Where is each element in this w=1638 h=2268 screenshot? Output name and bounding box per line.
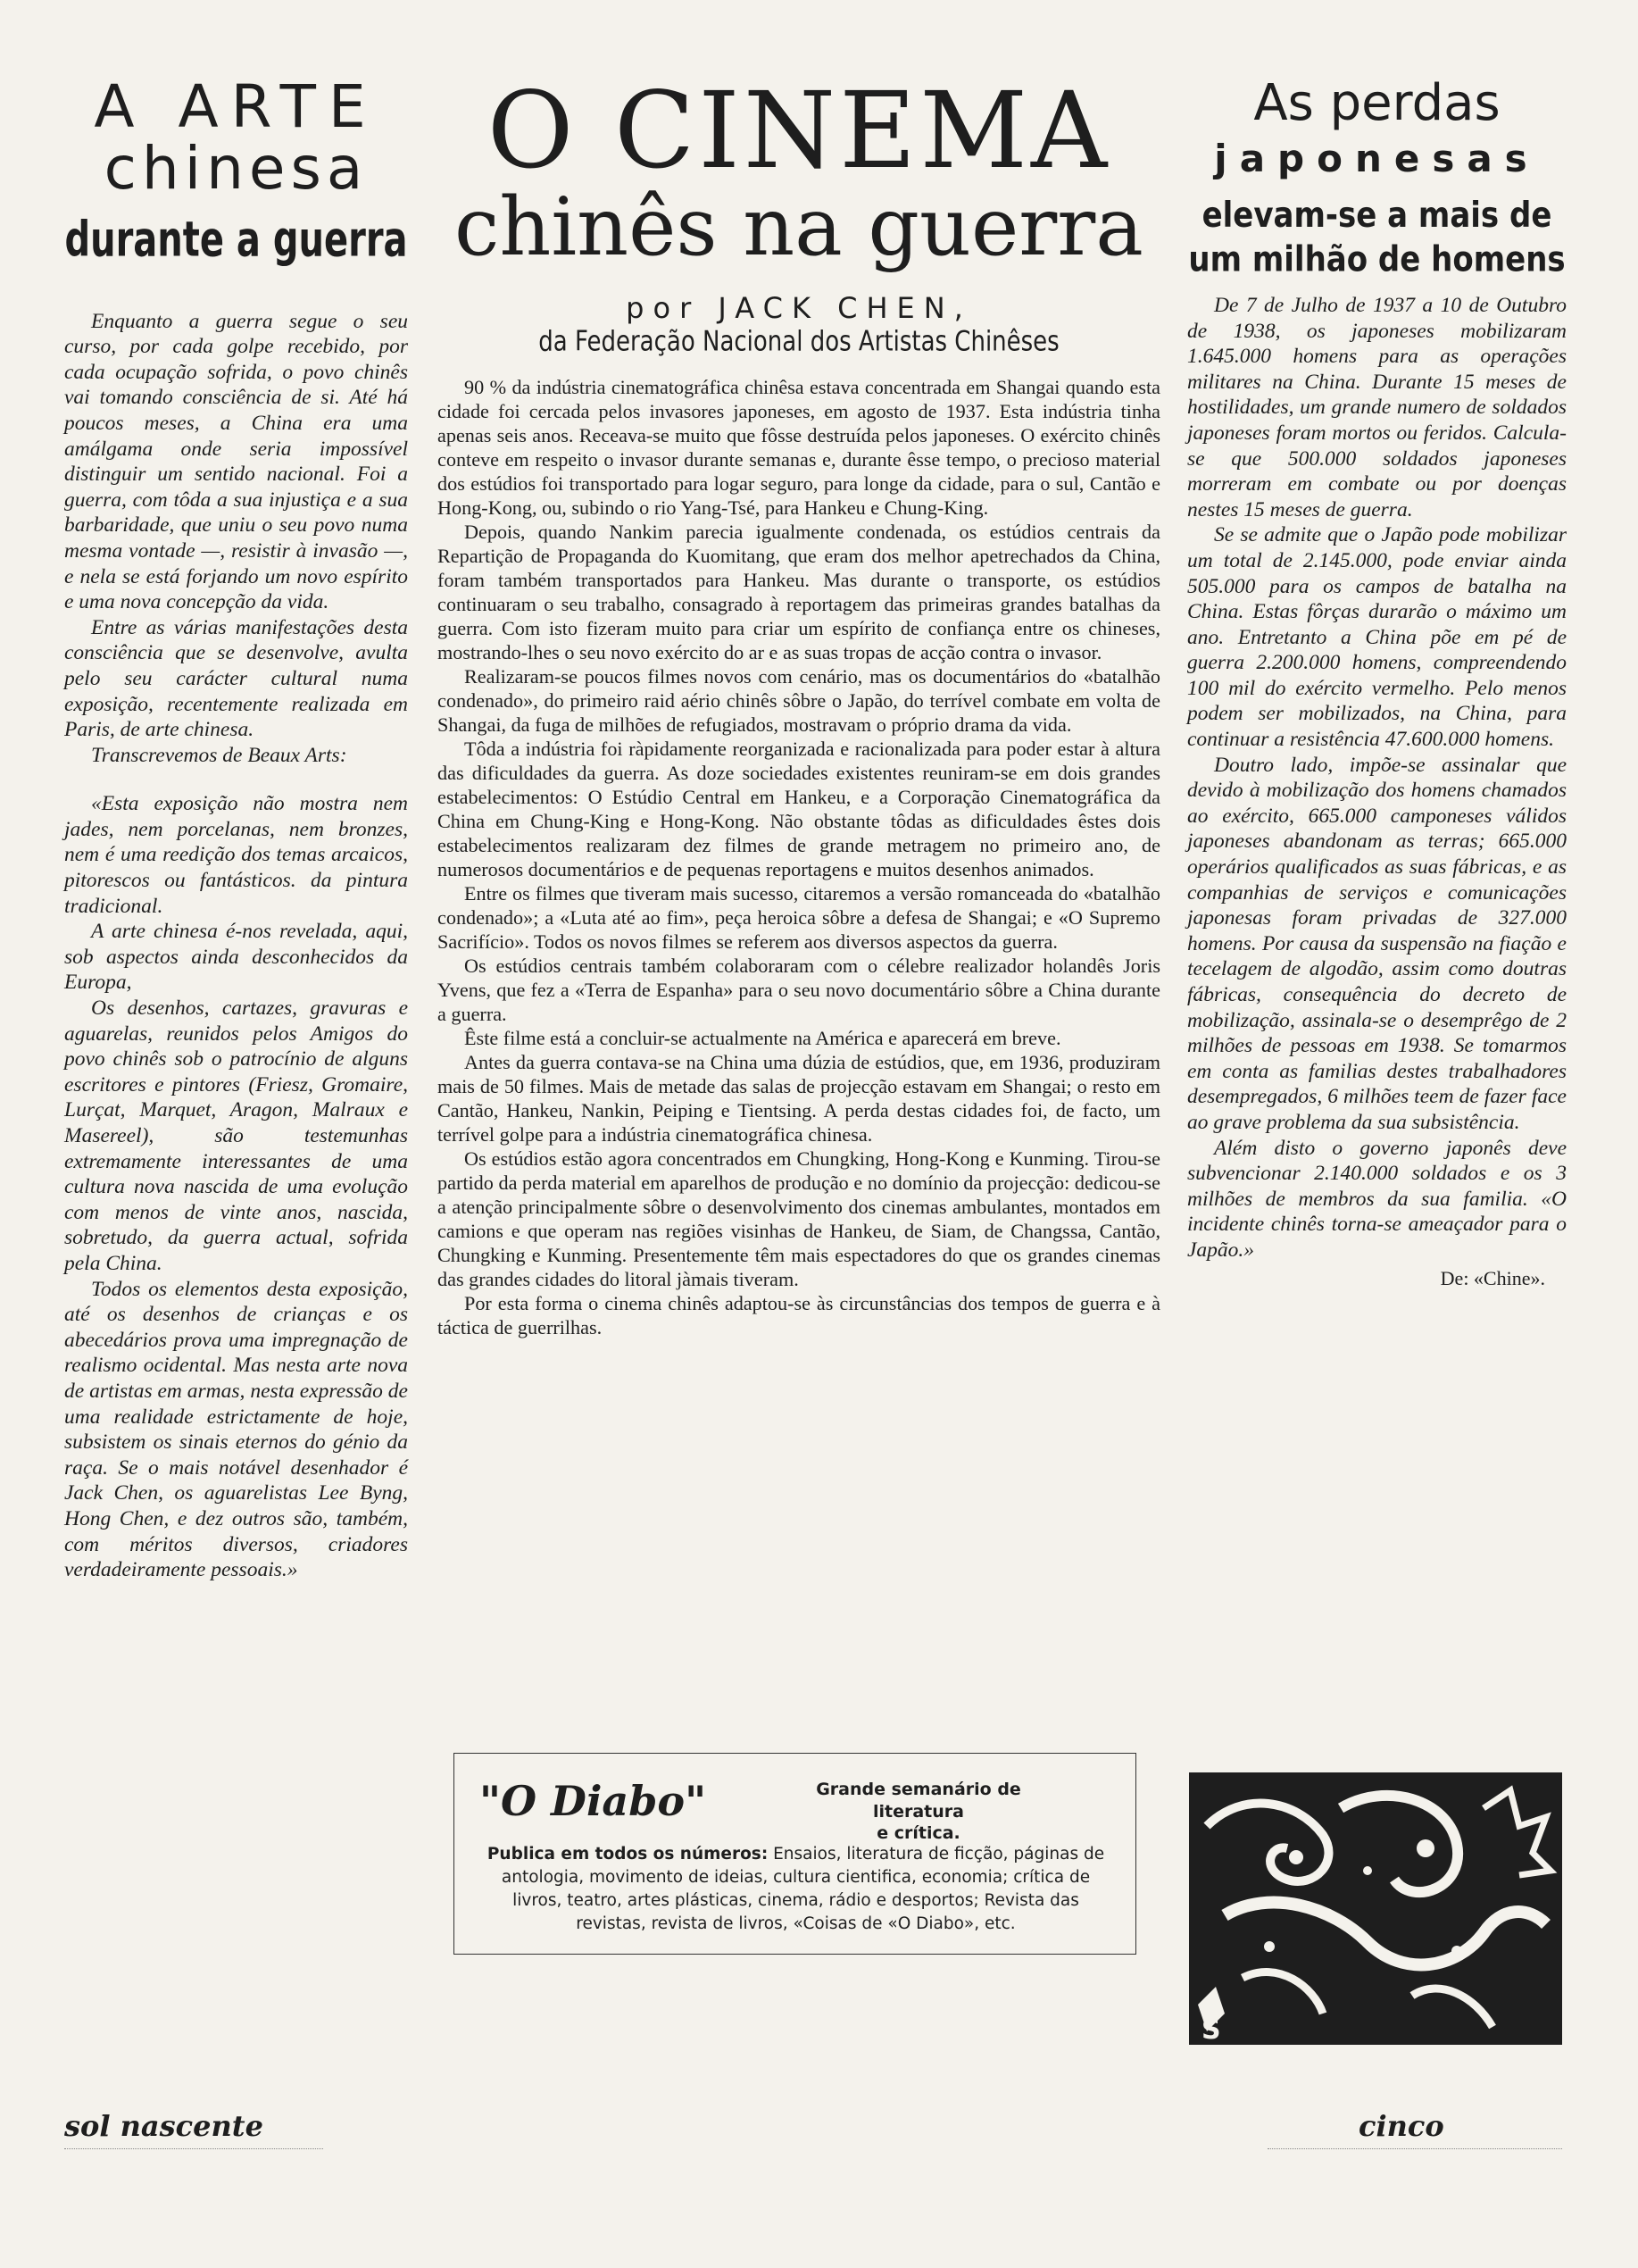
center-paragraph: Entre os filmes que tiveram mais sucesso, citaremos a versão romanceada do «batalhão condenado»; a «Luta até ao fim», peça heroica sôbre a defesa de Shangai; e «O Supremo Sacrifício». Todos os novos filmes se referem aos diversos aspectos da guerra.	[437, 881, 1160, 953]
center-article-title-line2: chinês na guerra	[454, 179, 1143, 274]
center-article-body	[437, 375, 1160, 1339]
left-paragraph: Todos os elementos desta exposição, até os desenhos de crianças e os abecedários prova uma impregnação de realismo ocidental. Mas nesta arte nova de artistas em armas, nesta expressão de uma realidade estrictamente de hoje, subsistem os sinais eternos do génio da raça. Se o mais notável desenhador é Jack Chen, os aguarelistas Lee Byng, Hong Chen, e dez outros são, também, com méritos diversos, criadores verdadeiramente pessoais.»	[64, 1277, 408, 1582]
center-paragraph: Depois, quando Nankim parecia igualmente condenada, os estúdios centrais da Repartição de Propaganda do Kuomitang, que eram dos melhor apetrechados da China, foram também transportados para Hankeu. Mas durante o transporte, os estúdios continuaram o seu trabalho, consagrado à reportagem das primeiras grandes batalhas da guerra. Com isto fizeram muito para criar um espírito de confiança entre os chineses, mostrando-lhes o seu novo exército do ar e as suas tropas de acção contra o invasor.	[437, 520, 1160, 663]
byline: por JACK CHEN,	[626, 290, 972, 325]
center-paragraph: Tôda a indústria foi ràpidamente reorganizada e racionalizada para poder estar à altura das dificuldades da guerra. As doze sociedades existentes reuniram-se em dois grandes estabelecimentos: O Estúdio Central em Hankeu, e a Corporação Cinematográfica da China em Chung-King e Hong-Kong. Não obstante tôdas as dificuldades êstes dois estabelecimentos realizaram dez filmes de grande metragem no primeiro ano, de numerosos documentários e de pequenas reportagens e muitos desenhos animados.	[437, 737, 1160, 880]
left-paragraph: «Esta exposição não mostra nem jades, nem porcelanas, nem bronzes, nem é uma reedição dos temas arcaicos, pitorescos ou fantásticos. da pintura tradicional.	[64, 792, 408, 918]
right-paragraph: Se se admite que o Japão pode mobilizar um total de 2.145.000, pode enviar ainda 505.000 para os campos de batalha na China. Estas fôrças durarão o máximo um ano. Entretanto a China põe em pé de guerra 2.200.000 homens, compreendendo 100 mil do exército vermelho. Pelo menos podem ser mobilizados, na China, para continuar a resistência 47.600.000 homens.	[1187, 523, 1567, 752]
left-paragraph: Entre as várias manifestações desta consciência que se desenvolve, avulta pelo seu carácter cultural numa exposição, recentemente realizada em Paris, de arte chinesa.	[64, 615, 408, 742]
right-article-body	[1187, 293, 1567, 1290]
ad-body	[476, 1843, 1116, 1936]
affiliation: da Federação Nacional dos Artistas Chinêses	[538, 325, 1060, 358]
center-paragraph: Os estúdios centrais também colaboraram com o célebre realizador holandês Joris Yvens, que fez a «Terra de Espanha» para o seu novo documentário sôbre a China durante a guerra.	[437, 954, 1160, 1025]
center-article	[437, 69, 1160, 1339]
left-article-title-line2: chinesa	[104, 134, 369, 204]
footer-publication-name: sol nascente	[64, 2109, 263, 2143]
right-article-title-line1: As perdas	[1253, 74, 1501, 132]
right-paragraph: Além disto o governo japonês deve subvencionar 2.140.000 soldados e os 3 milhões de membros da sua familia. «O incidente chinês torna-se ameaçador para o Japão.»	[1187, 1136, 1567, 1262]
ad-tagline-line2: e crítica.	[877, 1823, 960, 1844]
center-paragraph: Antes da guerra contava-se na China uma dúzia de estúdios, que, em 1936, produziram mais de 50 filmes. Mais de metade das salas de projecção estavam em Shangai; o resto em Cantão, Hankeu, Nankin, Peiping e Tientsing. A perda destas cidades foi, de facto, um terrível golpe para a indústria cinematográfica chinesa.	[437, 1050, 1160, 1146]
o-diabo-advertisement	[453, 1753, 1136, 1955]
right-paragraph: Doutro lado, impõe-se assinalar que devido à mobilização dos homens chamados ao exército, 665.000 camponeses válidos japoneses abandonam as terras; 665.000 operários qualificados as suas fábricas, e as companhias de serviços e comunicações japonesas foram privadas de 327.000 homens. Por causa da suspensão na fiação e tecelagem de algodão, assim como doutras fábricas, consequência do decreto de mobilização, assinala-se o desemprêgo de 2 milhões de pessoas em 1938. Se tomarmos em conta as familias destes trabalhadores desempregados, 6 milhões teem de fazer face ao grave problema da sua subsistência.	[1187, 753, 1567, 1134]
right-article-title-line3: elevam-se a mais de um milhão de homens	[1188, 195, 1566, 280]
left-article-title-line3: durante a guerra	[64, 212, 408, 268]
o-diabo-logo: "O Diabo"	[479, 1777, 707, 1825]
ad-tagline-line1: Grande semanário de literatura	[816, 1780, 1021, 1822]
center-paragraph: Os estúdios estão agora concentrados em Chungking, Hong-Kong e Kunming. Tirou-se partido da perda material em aparelhos de produção e no domínio da projecção: dedicou-se a atenção principalmente sôbre o desenvolvimento dos cinemas ambulantes, montados em camions e que operam nas regiões visinhas de Hankeu, de Siam, de Changssa, Cantão, Chungking e Kunming. Presentemente têm mais espectadores do que os grandes cinemas das grandes cidades do litoral jàmais tiveram.	[437, 1147, 1160, 1290]
left-article-title-line1: A ARTE	[94, 72, 378, 141]
footer-page-number: cinco	[1359, 2109, 1444, 2143]
ad-tagline	[776, 1779, 1061, 1845]
center-paragraph: Êste filme está a concluir-se actualmente na América e aparecerá em breve.	[464, 1026, 1061, 1049]
ad-body-rest: Ensaios, literatura de ficção, páginas de antologia, movimento de ideias, cultura cientifica, economia; crítica de livros, teatro, artes plásticas, cinema, rádio e desportos; Revista das revistas, revista de livros, «Coisas de «O Diabo», etc.	[501, 1845, 1105, 1933]
left-paragraph: Transcrevemos de Beaux Arts:	[91, 743, 347, 767]
svg-text:S: S	[1201, 2014, 1221, 2045]
center-paragraph: Por esta forma o cinema chinês adaptou-se às circunstâncias dos tempos de guerra e à táctica de guerrilhas.	[437, 1291, 1160, 1338]
right-article-title-line2: japonesas	[1214, 136, 1540, 180]
source-credit: De: «Chine».	[1440, 1266, 1545, 1289]
footer-rule-left	[64, 2148, 323, 2152]
left-paragraph: A arte chinesa é-nos revelada, aqui, sob aspectos ainda desconhecidos da Europa,	[64, 920, 408, 995]
ad-body-lead: Publica em todos os números:	[486, 1845, 769, 1864]
center-article-title-line1: O CINEMA	[486, 69, 1111, 192]
left-article	[64, 72, 408, 1583]
right-paragraph: De 7 de Julho de 1937 a 10 de Outubro de 1938, os japoneses mobilizaram 1.645.000 homens para as operações militares na China. Durante 15 meses de hostilidades, um grande numero de soldados japoneses foram mortos ou feridos. Calcula-se que 500.000 soldados japoneses morreram em combate ou por doenças nestes 15 meses de guerra.	[1187, 293, 1567, 521]
left-article-body	[64, 309, 408, 1583]
left-paragraph: Enquanto a guerra segue o seu curso, por cada golpe recebido, por cada ocupação sofrida, o povo chinês vai tomando consciência de si. Até há poucos meses, a China era uma amálgama onde seria impossível distinguir um sentido nacional. Foi a guerra, com tôda a sua injustiça e a sua barbaridade, que uniu o seu povo numa mesma vontade —, resistir à invasão —, e nela se está forjando um novo espírito e uma nova concepção da vida.	[64, 309, 408, 614]
center-paragraph: 90 % da indústria cinematográfica chinêsa estava concentrada em Shangai quando esta cidade foi cercada pelos invasores japoneses, em agosto de 1937. Esta indústria tinha apenas seis anos. Receava-se muito que fôsse destruída pelos japoneses. O exército chinês conteve em respeito o invasor durante semanas e, durante êsse tempo, o precioso material dos estúdios foi transportado para logar seguro, para longe da cidade, para o sul, Cantão e Hong-Kong, ou, subindo o rio Yang-Tsé, para Hankeu e Chung-King.	[437, 375, 1160, 519]
center-paragraph: Realizaram-se poucos filmes novos com cenário, mas os documentários do «batalhão condenado», do primeiro raid aério chinês sôbre o Japão, do terrível combate em volta de Shangai, da fuga de milhões de refugiados, mostravam o próprio drama da vida.	[437, 664, 1160, 736]
dragon-woodcut-illustration	[1189, 1772, 1562, 2045]
right-article	[1187, 76, 1567, 1290]
left-paragraph: Os desenhos, cartazes, gravuras e aguarelas, reunidos pelos Amigos do povo chinês sob o patrocínio de alguns escritores e pintores (Friesz, Gromaire, Lurçat, Marquet, Aragon, Malraux e Masereel), são testemunhas extremamente interessantes de uma cultura nova nascida de uma evolução com menos de vinte anos, nascida, sobretudo, da guerra actual, sofrida pela China.	[64, 996, 408, 1275]
footer-rule-right	[1268, 2148, 1562, 2152]
